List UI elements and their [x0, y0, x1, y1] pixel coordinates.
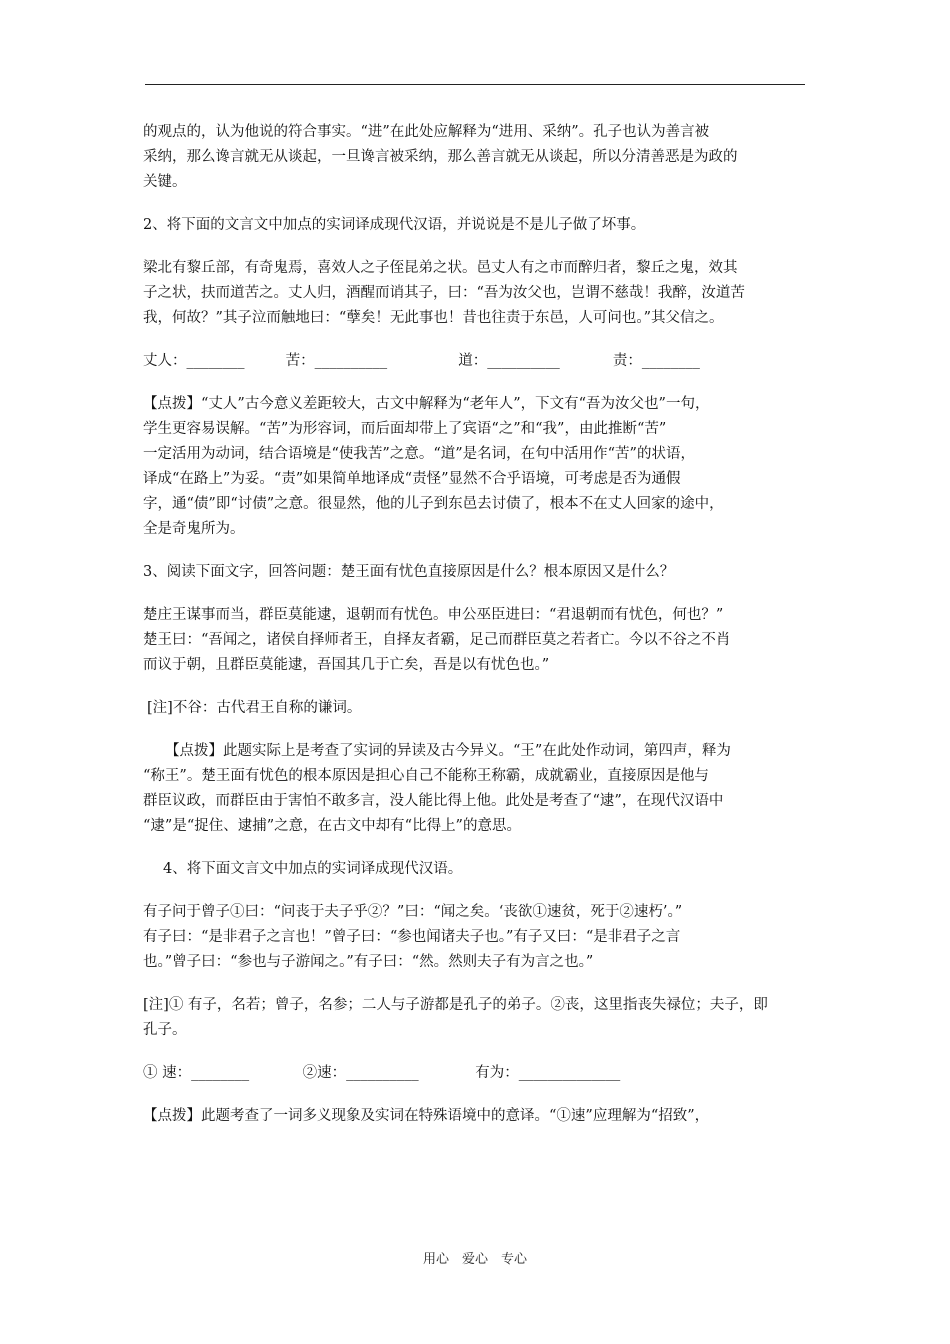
header-rule [145, 84, 805, 85]
text-line: 的观点的，认为他说的符合事实。“进”在此处应解释为“进用、采纳”。孔子也认为善言被 [143, 124, 710, 140]
paragraph-continuation [143, 120, 815, 195]
blank-su-2: ②速：__________ [302, 1065, 419, 1081]
question-2-passage [143, 256, 815, 331]
question-4-blanks [143, 1061, 815, 1086]
blank-zhangren: 丈人：________ [143, 353, 245, 369]
text-line: [注]① 有子，名若；曾子，名参；二人与子游都是孔子的弟子。②丧，这里指丧失禄位；夫子，即 [143, 997, 768, 1013]
document-body [143, 120, 815, 1147]
text-line: 关键。 [143, 174, 187, 190]
blank-su-1: ① 速：________ [143, 1065, 250, 1081]
text-line: “称王”。楚王面有忧色的根本原因是担心自己不能称王称霸，成就霸业，直接原因是他与 [143, 768, 709, 784]
text-line: 3、阅读下面文字，回答问题：楚王面有忧色直接原因是什么？根本原因又是什么？ [143, 564, 675, 580]
text-line: 我，何故？”其子泣而触地曰：“孽矣！无此事也！昔也往责于东邑，人可问也。”其父信之。 [143, 310, 724, 326]
text-line: 群臣议政，而群臣由于害怕不敢多言，没人能比得上他。此处是考查了“逮”，在现代汉语中 [143, 793, 724, 809]
text-line: 4、将下面文言文中加点的实词译成现代汉语。 [163, 861, 463, 877]
text-line: 一定活用为动词，结合语境是“使我苦”之意。“道”是名词，在句中活用作“苦”的状语， [143, 446, 695, 462]
text-line: 楚庄王谋事而当，群臣莫能逮，退朝而有忧色。申公巫臣进曰：“君退朝而有忧色，何也？” [143, 607, 724, 623]
text-line: 而议于朝，且群臣莫能逮，吾国其几于亡矣，吾是以有忧色也。” [143, 657, 550, 673]
question-4-hint [143, 1104, 815, 1129]
text-line: 字，通“债”即“讨债”之意。很显然，他的儿子到东邑去讨债了，根本不在丈人回家的途中， [143, 496, 724, 512]
question-2-hint [143, 392, 815, 542]
text-line: 2、将下面的文言文中加点的实词译成现代汉语，并说说是不是儿子做了坏事。 [143, 217, 646, 233]
question-2-blanks [143, 349, 815, 374]
question-3-passage [143, 603, 815, 678]
text-line: 学生更容易误解。“苦”为形容词，而后面却带上了宾语“之”和“我”，由此推断“苦” [143, 421, 667, 437]
question-4-note [143, 993, 815, 1043]
text-line: “逮”是“捉住、逮捕”之意，在古文中却有“比得上”的意思。 [143, 818, 521, 834]
text-line: 梁北有黎丘部，有奇鬼焉，喜效人之子侄昆弟之状。邑丈人有之市而醉归者，黎丘之鬼，效其 [143, 260, 738, 276]
question-2-prompt [143, 213, 815, 238]
text-line: 楚王曰：“吾闻之，诸侯自择师者王，自择友者霸，足己而群臣莫之若者亡。今以不谷之不肖 [143, 632, 731, 648]
question-3-prompt [143, 560, 815, 585]
text-line: [注]不谷：古代君王自称的谦词。 [147, 700, 362, 716]
question-3-hint [143, 739, 815, 839]
text-line: 有子曰：“是非君子之言也！”曾子曰：“参也闻诸夫子也。”有子又曰：“是非君子之言 [143, 929, 681, 945]
page-footer: 用心 爱心 专心 [422, 1252, 527, 1267]
text-line: 子之状，扶而道苦之。丈人归，酒醒而诮其子，曰：“吾为汝父也，岂谓不慈哉！我醉，汝道苦 [143, 285, 745, 301]
text-line: 全是奇鬼所为。 [143, 521, 245, 537]
text-line: 采纳，那么谗言就无从谈起，一旦谗言被采纳，那么善言就无从谈起，所以分清善恶是为政的 [143, 149, 738, 165]
text-line: 【点拨】此题实际上是考查了实词的异读及古今异义。“王”在此处作动词，第四声，释为 [165, 743, 731, 759]
blank-youwei: 有为：______________ [475, 1065, 621, 1081]
text-line: 【点拨】此题考查了一词多义现象及实词在特殊语境中的意译。“①速”应理解为“招致”， [143, 1108, 710, 1124]
text-line: 【点拨】“丈人”古今意义差距较大，古文中解释为“老年人”，下文有“吾为汝父也”一句， [143, 396, 710, 412]
text-line: 译成“在路上”为妥。“责”如果简单地译成“责怪”显然不合乎语境，可考虑是否为通假 [143, 471, 681, 487]
question-4-passage [143, 900, 815, 975]
blank-ku: 苦：__________ [285, 353, 388, 369]
blank-ze: 责：________ [612, 353, 700, 369]
text-line: 孔子。 [143, 1022, 187, 1038]
question-3-note [143, 696, 815, 721]
question-4-prompt [143, 857, 815, 882]
text-line: 也。”曾子曰：“参也与子游闻之。”有子曰：“然。然则夫子有为言之也。” [143, 954, 594, 970]
text-line: 有子问于曾子①曰：“问丧于夫子乎②？”曰：“闻之矣。‘丧欲①速贫，死于②速朽’。” [143, 904, 683, 920]
blank-dao: 道：__________ [458, 353, 560, 369]
